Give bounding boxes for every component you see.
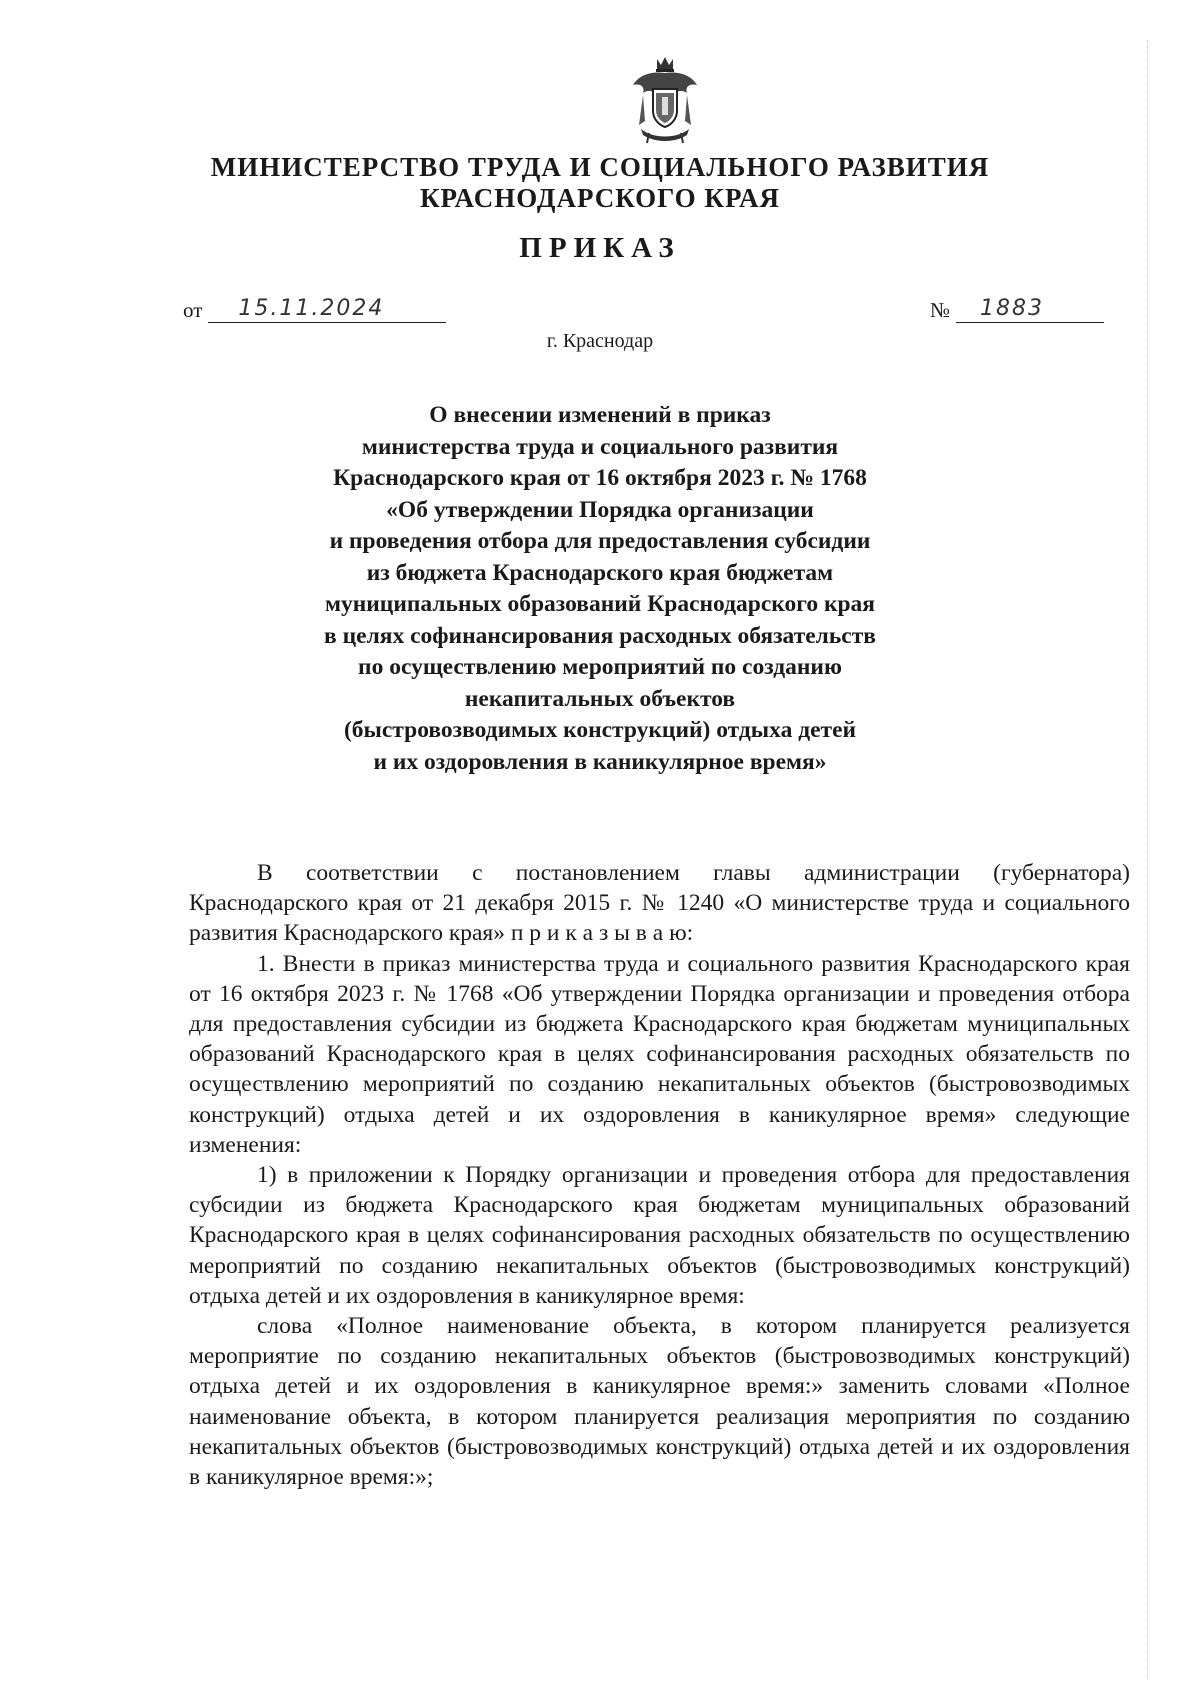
body-paragraph: слова «Полное наименование объекта, в котором планируется реализуется мероприятие по созданию некапитальных объектов (быстровозводимых конструкций) отдыха детей и их оздоровления в каникулярное время:» заменить словами «Полное наименование объекта, в котором планируется реализация мероприятия по созданию некапитальных объектов (быстровозводимых конструкций) отдыха детей и их оздоровления в каникулярное время:»; <box>189 1313 1130 1491</box>
order-body <box>189 858 1130 1492</box>
title-line: некапитальных объектов <box>464 685 736 712</box>
title-line: муниципальных образований Краснодарского края <box>324 591 876 617</box>
title-line: по осуществлению мероприятий по созданию <box>358 654 842 680</box>
title-line: министерства труда и социального развития <box>361 433 839 460</box>
body-paragraph: 1) в приложении к Порядку организации и проведения отбора для предоставления субсидии из бюджета Краснодарского края бюджетам муниципальных образований Краснодарского края в целях софинансирования расходных обязательств по осуществлению мероприятий по созданию некапитальных объектов (быстровозводимых конструкций) отдыха детей и их оздоровления в каникулярное время: <box>189 1162 1130 1309</box>
date-prefix: от <box>183 298 203 322</box>
order-date <box>183 296 446 323</box>
scan-edge-line <box>1147 40 1148 1680</box>
order-title <box>150 400 1050 778</box>
title-line: и их оздоровления в каникулярное время» <box>373 748 827 775</box>
ministry-name <box>150 152 1050 214</box>
title-line: из бюджета Краснодарского края бюджетам <box>366 559 834 586</box>
body-paragraph: 1. Внести в приказ министерства труда и социального развития Краснодарского края от 16 октября 2023 г. № 1768 «Об утверждении Порядка организации и проведения отбора для предоставления субсидии из бюджета Краснодарского края бюджетам муниципальных образований Краснодарского края в целях софинансирования расходных обязательств по осуществлению мероприятий по созданию некапитальных объектов (быстровозводимых конструкций) отдыха детей и их оздоровления в каникулярное время» следующие изменения: <box>189 950 1130 1158</box>
title-line: в целях софинансирования расходных обязательств <box>324 622 876 649</box>
document-type: ПРИКАЗ <box>519 232 681 264</box>
krasnodar-krai-coat-of-arms-icon <box>629 55 701 145</box>
ministry-name-line-2: КРАСНОДАРСКОГО КРАЯ <box>419 183 781 213</box>
ministry-name-line-1: МИНИСТЕРСТВО ТРУДА И СОЦИАЛЬНОГО РАЗВИТИЯ <box>210 152 990 182</box>
title-line: и проведения отбора для предоставления субсидии <box>329 528 871 554</box>
number-prefix: № <box>930 298 951 322</box>
body-paragraph: В соответствии с постановлением главы администрации (губернатора) Краснодарского края от 21 декабря 2015 г. № 1240 «О министерстве труда и социального развития Краснодарского края» п р и к а з ы в а ю: <box>189 860 1130 947</box>
title-line: «Об утверждении Порядка организации <box>386 496 814 523</box>
title-line: Краснодарского края от 16 октября 2023 г. № 1768 <box>333 465 867 491</box>
handwritten-number: 1883 <box>956 296 1104 323</box>
handwritten-date: 15.11.2024 <box>208 296 446 323</box>
order-number <box>930 296 1104 323</box>
title-line: (быстровозводимых конструкций) отдыха детей <box>343 717 857 743</box>
city: г. Краснодар <box>546 330 654 352</box>
title-line: О внесении изменений в приказ <box>429 402 771 428</box>
